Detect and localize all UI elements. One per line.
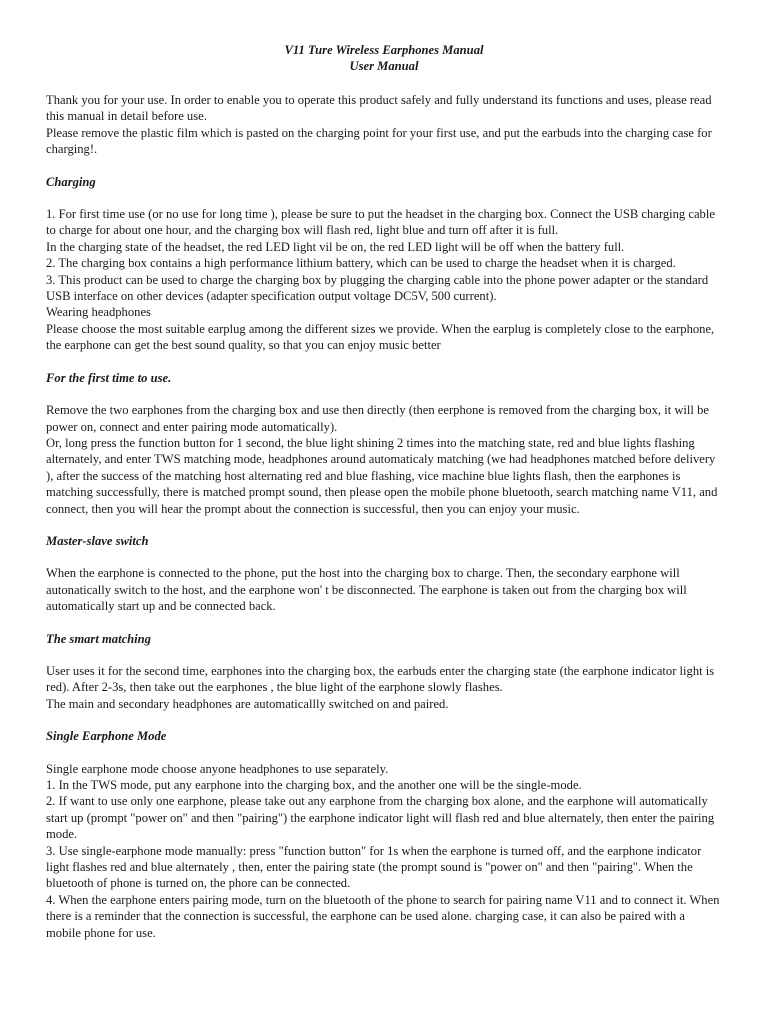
first-time-section [46,402,722,517]
first-time-heading: For the first time to use. [46,370,172,385]
smart-matching-heading: The smart matching [46,631,151,646]
master-slave-line: When the earphone is connected to the phone, put the host into the charging box to charge. Then, the secondary earphone will autonatically switch to the host, and the earphone won' t be disconnected. The earphone is taken out from the charging box will automatically start up and be connected back. [46,566,687,614]
single-mode-section [46,761,722,941]
master-slave-section [46,565,722,614]
smart-matching-section [46,663,722,712]
charging-line: 1. For first time use (or no use for long time ), please be sure to put the headset in the charging box. Connect the USB charging cable to charge for about one hour, and the charging box will flash red, light blue and turn off after it is full. [46,207,715,238]
charging-line: 3. This product can be used to charge the charging box by plugging the charging cable into the phone power adapter or the standard USB interface on other devices (adapter specification output voltage DC5V, 500 current). [46,272,709,304]
charging-heading: Charging [46,174,96,189]
intro-paragraph: Thank you for your use. In order to enable you to operate this product safely and fully understand its functions and uses, please read this manual in detail before use. [46,93,712,124]
charging-line: Please choose the most suitable earplug among the different sizes we provide. When the earplug is completely close to the earphone, the earphone can get the best sound quality, so that you can enjoy music better [46,321,715,353]
title-block [46,42,722,74]
manual-title: V11 Ture Wireless Earphones Manual [284,43,484,57]
first-time-line: Or, long press the function button for 1 second, the blue light shining 2 times into the matching state, red and blue lights flashing alternately, and enter TWS matching mode, headphones around automaticaly matching (we had headphones matched before delivery ), after the success of the matching host alternating red and blue flashing, vice machine blue lights flash, then the earphones is matching successfully, there is matched prompt sound, then please open the mobile phone bluetooth, search matching name V11, and connect, then you will hear the prompt about the connection is successful, then you can enjoy your music. [46,435,718,516]
intro [46,92,722,158]
first-time-line: Remove the two earphones from the charging box and use then directly (then eerphone is removed from the charging box, it will be power on, connect and enter pairing mode automatically). [46,403,709,434]
single-mode-heading: Single Earphone Mode [46,729,167,744]
wearing-headphones-label: Wearing headphones [46,305,151,320]
single-mode-line: 1. In the TWS mode, put any earphone into the charging box, and the another one will be the single-mode. [46,778,582,792]
single-mode-line: 4. When the earphone enters pairing mode, turn on the bluetooth of the phone to search for pairing name V11 and to connect it. When there is a reminder that the connection is successful, the earphone can be used alone. charging case, it can also be paired with a mobile phone for use. [46,892,720,940]
charging-line: 2. The charging box contains a high performance lithium battery, which can be used to charge the headset when it is charged. [46,256,676,271]
manual-subtitle: User Manual [349,59,419,73]
charging-section [46,206,722,354]
intro-paragraph: Please remove the plastic film which is pasted on the charging point for your first use, and put the earbuds into the charging case for charging!. [46,125,712,157]
smart-matching-line: User uses it for the second time, earphones into the charging box, the earbuds enter the charging state (the earphone indicator light is red). After 2-3s, then take out the earphones , the blue light of the earphone slowly flashes. [46,663,715,695]
single-mode-line: Single earphone mode choose anyone headphones to use separately. [46,761,389,776]
single-mode-line: 2. If want to use only one earphone, please take out any earphone from the charging box alone, and the earphone will automatically start up (prompt "power on" and then "pairing") the earphone indicator light will flash red and blue alternately, then enter the pairing mode. [46,794,715,842]
master-slave-heading: Master-slave switch [46,533,149,548]
single-mode-line: 3. Use single-earphone mode manually: press "function button" for 1s when the earphone is turned off, and the earphone indicator light flashes red and blue alternately , then, enter the pairing state (the prompt sound is "power on" and then "pairing". When the bluetooth of phone is turned on, the phore can be connected. [46,843,702,891]
charging-line: In the charging state of the headset, the red LED light vil be on, the red LED light will be off when the battery full. [46,239,625,254]
smart-matching-line: The main and secondary headphones are automaticallly switched on and paired. [46,696,449,711]
